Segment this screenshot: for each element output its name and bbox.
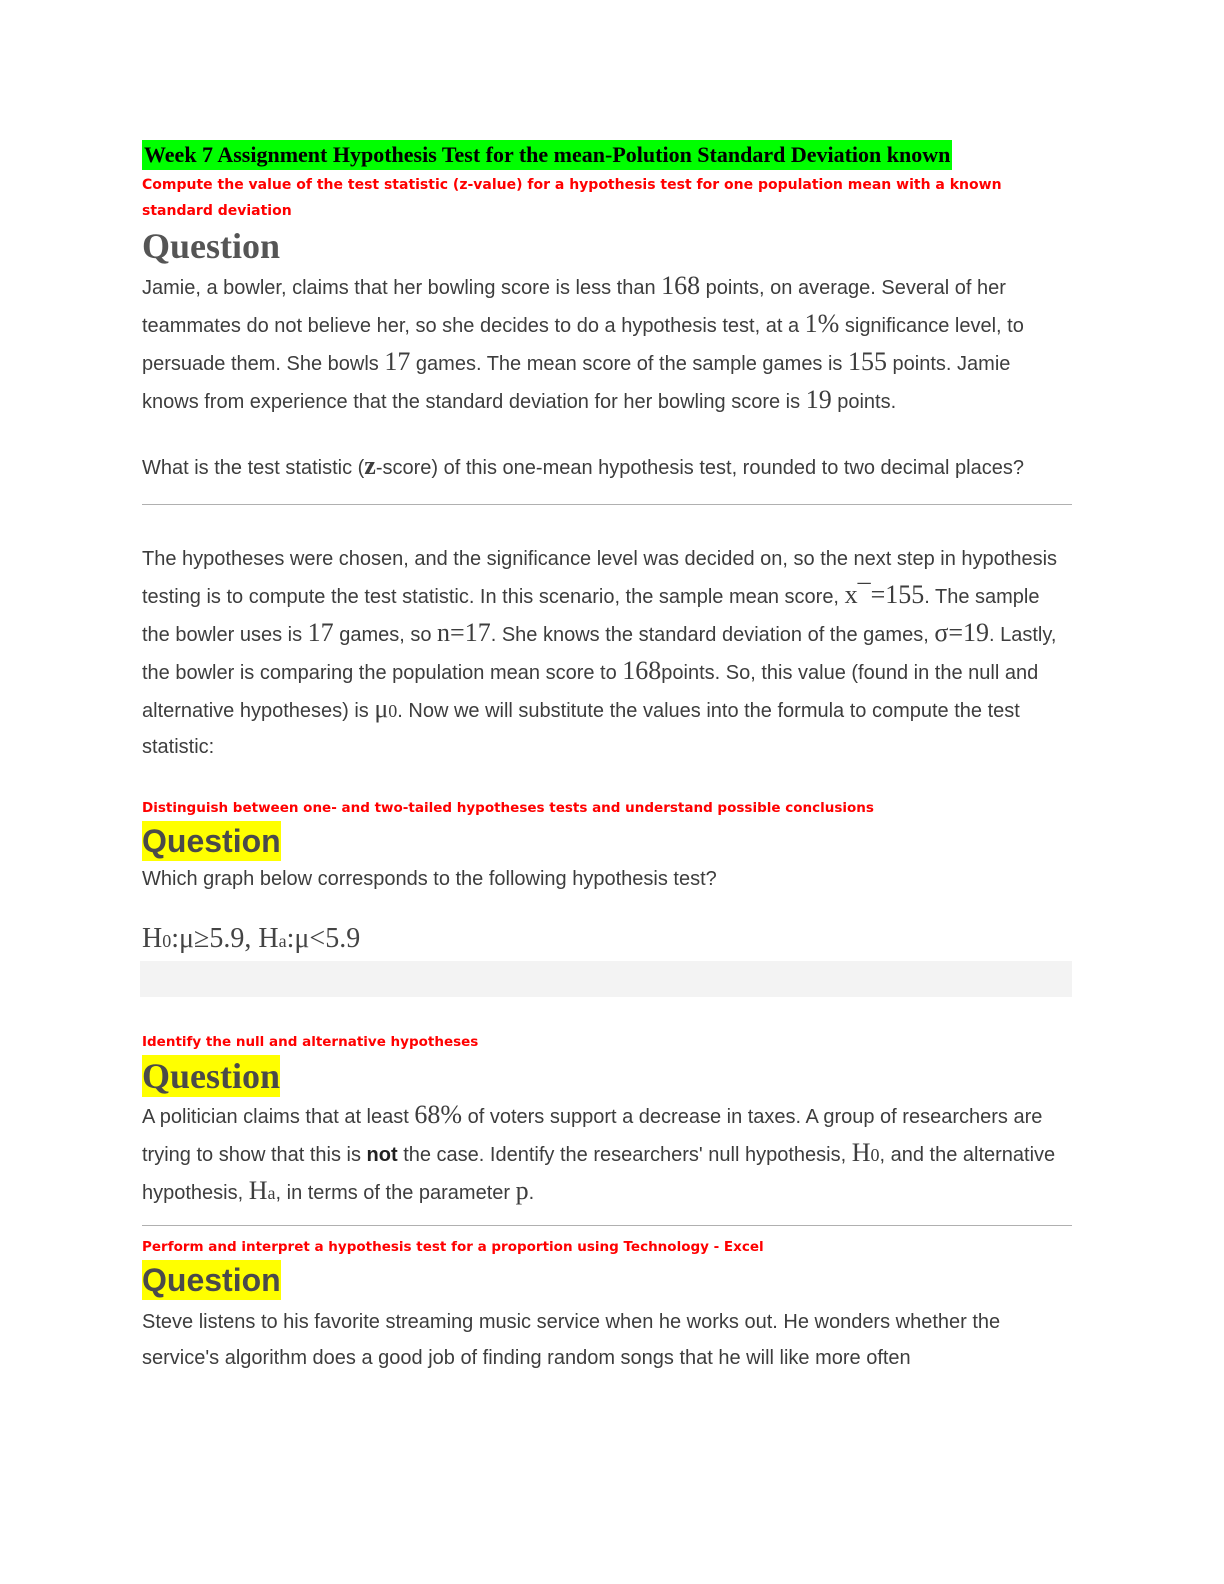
question-text: Jamie, a bowler, claims that her bowling score is less than 168 points, on average. Several of her teammates do not believe her, so she decides to do a hypothesis test, at a 1% significance level, to persuade them. She bowls 17 games. The mean score of the sample games is 155 points. Jamie knows from experience that the standard deviation for her bowling score is 19 points. xyxy=(142,271,1024,414)
question-heading: Question xyxy=(142,1056,281,1096)
divider xyxy=(142,1225,1072,1226)
document-title: Week 7 Assignment Hypothesis Test for the mean-Polution Standard Deviation known xyxy=(142,140,952,170)
document-content xyxy=(142,140,1072,1376)
question-prompt: What is the test statistic (z-score) of this one-mean hypothesis test, rounded to two decimal places? xyxy=(142,451,1024,480)
question-heading: Question xyxy=(142,823,281,859)
objective-label: Perform and interpret a hypothesis test for a proportion using Technology - Excel xyxy=(142,1239,764,1255)
question-heading: Question xyxy=(142,1262,281,1298)
question-text: Steve listens to his favorite streaming music service when he works out. He wonders whether the service's algorithm does a good job of finding random songs that he will like more often xyxy=(142,1311,1001,1369)
objective-label: Identify the null and alternative hypotheses xyxy=(142,1034,479,1050)
question-text: Which graph below corresponds to the following hypothesis test? xyxy=(142,868,717,890)
objective-label: Distinguish between one- and two-tailed hypotheses tests and understand possible conclusions xyxy=(142,800,874,816)
answer-area-placeholder xyxy=(140,961,1072,997)
hypothesis-formula: H0:μ≥5.9, Ha:μ<5.9 xyxy=(142,923,361,954)
question-heading: Question xyxy=(142,226,281,266)
explanation-text: The hypotheses were chosen, and the significance level was decided on, so the next step in hypothesis testing is to compute the test statistic. In this scenario, the sample mean score, x¯=155. The sample the bowler uses is 17 games, so n=17. She knows the standard deviation of the games, σ=19. Lastly, the bowler is comparing the population mean score to 168points. So, this value (found in the null and alternative hypotheses) is μ0. Now we will substitute the values into the formula to compute the test statistic: xyxy=(142,548,1058,758)
divider xyxy=(142,504,1072,505)
question-text: A politician claims that at least 68% of voters support a decrease in taxes. A group of researchers are trying to show that this is not the case. Identify the researchers' null hypothesis, H0, and the alternative hypothesis, Ha, in terms of the parameter p. xyxy=(142,1100,1056,1205)
objective-label: Compute the value of the test statistic (z-value) for a hypothesis test for one population mean with a known standard deviation xyxy=(142,177,1002,219)
